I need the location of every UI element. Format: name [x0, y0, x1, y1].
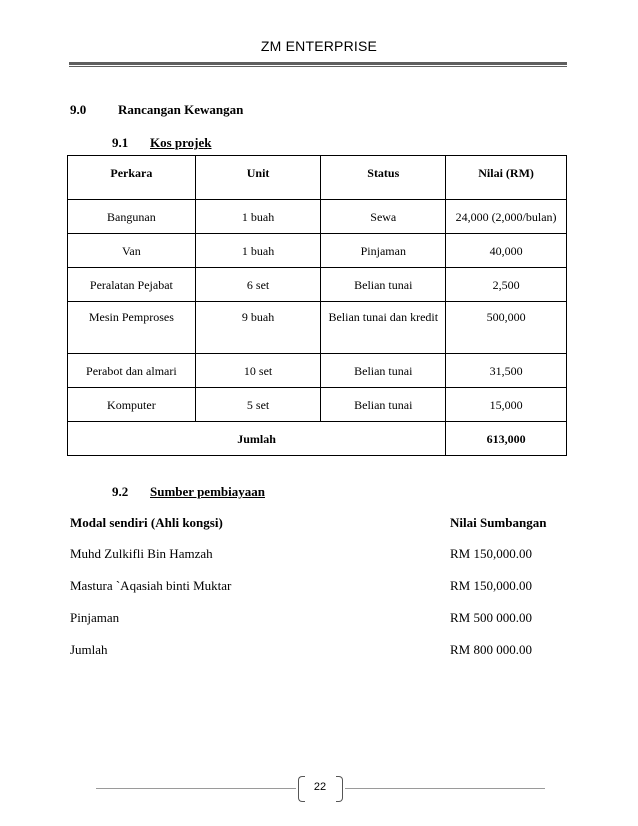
table-cell: 10 set [195, 354, 321, 388]
table-cell: 40,000 [446, 234, 567, 268]
table-cell: Bangunan [68, 200, 196, 234]
funding-row-label: Pinjaman [70, 610, 120, 625]
subsection-title: Sumber pembiayaan [150, 484, 265, 499]
table-row [68, 388, 567, 422]
funding-row-value: RM 800 000.00 [450, 642, 532, 657]
page-number-bracket-right [336, 776, 343, 802]
column-header: Perkara [68, 156, 196, 200]
table-cell: Perabot dan almari [68, 354, 196, 388]
table-cell: 6 set [195, 268, 321, 302]
table-cell: Komputer [68, 388, 196, 422]
table-row [68, 234, 567, 268]
cost-table [67, 155, 567, 456]
funding-header-value: Nilai Sumbangan [450, 515, 547, 530]
table-cell: Peralatan Pejabat [68, 268, 196, 302]
funding-header-label: Modal sendiri (Ahli kongsi) [70, 515, 223, 530]
table-row [68, 200, 567, 234]
table-cell: 2,500 [446, 268, 567, 302]
subsection-number: 9.1 [112, 135, 129, 150]
table-cell: 15,000 [446, 388, 567, 422]
subsection-title: Kos projek [150, 135, 212, 150]
page-number: 22 [313, 781, 327, 793]
funding-row-label: Jumlah [70, 642, 108, 657]
funding-row-value: RM 150,000.00 [450, 546, 532, 561]
table-cell: 24,000 (2,000/bulan) [446, 200, 567, 234]
page-number-bracket-left [298, 776, 305, 802]
table-total-row [68, 422, 567, 456]
table-cell: 1 buah [195, 200, 321, 234]
section-title: Rancangan Kewangan [118, 102, 244, 117]
page-header-title: ZM ENTERPRISE [260, 38, 378, 54]
subsection-number: 9.2 [112, 484, 129, 499]
table-cell: Belian tunai dan kredit [321, 302, 446, 354]
table-cell: 1 buah [195, 234, 321, 268]
funding-row-label: Muhd Zulkifli Bin Hamzah [70, 546, 213, 561]
section-number: 9.0 [70, 102, 87, 117]
table-cell: Mesin Pemproses [68, 302, 196, 354]
footer-divider-right [345, 788, 545, 789]
table-cell: Belian tunai [321, 268, 446, 302]
table-cell: 500,000 [446, 302, 567, 354]
table-row [68, 302, 567, 354]
column-header: Unit [195, 156, 321, 200]
funding-row-value: RM 150,000.00 [450, 578, 532, 593]
table-header-row [68, 156, 567, 200]
table-cell: 5 set [195, 388, 321, 422]
header-divider-thin [69, 66, 567, 67]
header-divider [69, 62, 567, 65]
table-cell: Sewa [321, 200, 446, 234]
table-cell: Pinjaman [321, 234, 446, 268]
table-cell: Belian tunai [321, 388, 446, 422]
table-cell: Belian tunai [321, 354, 446, 388]
column-header: Status [321, 156, 446, 200]
column-header: Nilai (RM) [446, 156, 567, 200]
footer-divider-left [96, 788, 296, 789]
funding-row-label: Mastura `Aqasiah binti Muktar [70, 578, 232, 593]
total-label: Jumlah [68, 422, 446, 456]
table-cell: 31,500 [446, 354, 567, 388]
funding-row-value: RM 500 000.00 [450, 610, 532, 625]
table-cell: 9 buah [195, 302, 321, 354]
table-row [68, 268, 567, 302]
total-value: 613,000 [446, 422, 567, 456]
table-row [68, 354, 567, 388]
table-cell: Van [68, 234, 196, 268]
